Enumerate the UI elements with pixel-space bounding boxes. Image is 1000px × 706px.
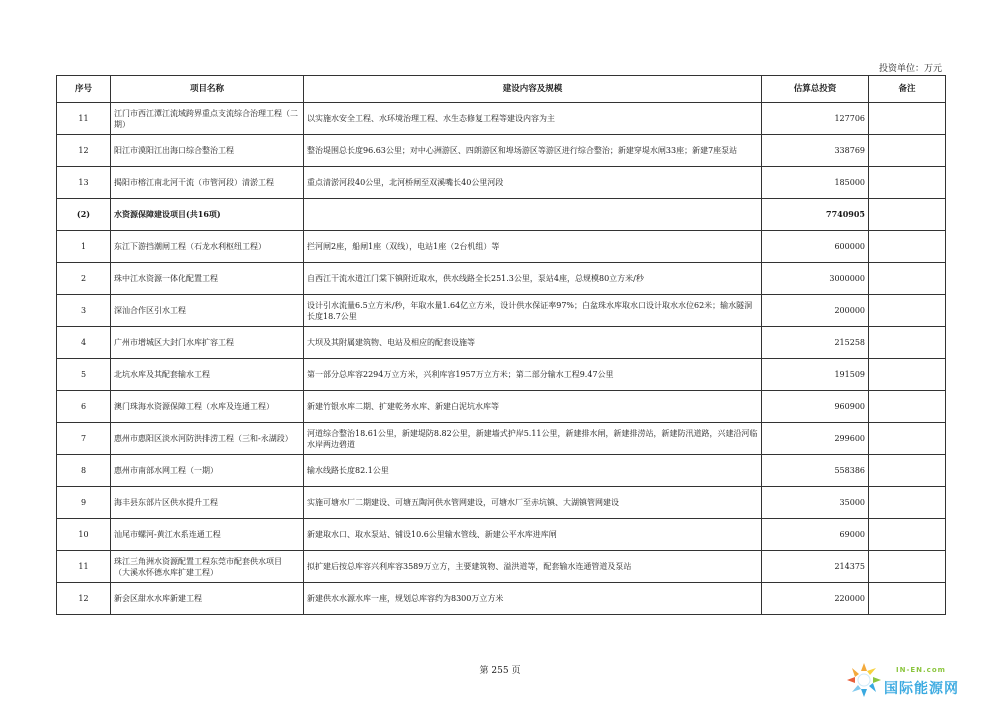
cell-amount: 3000000 — [762, 263, 869, 295]
cell-no: 4 — [57, 327, 111, 359]
cell-no: 11 — [57, 551, 111, 583]
cell-name: 惠州市南部水网工程（一期） — [111, 455, 304, 487]
cell-content — [304, 199, 762, 231]
cell-content: 以实施水安全工程、水环境治理工程、水生态修复工程等建设内容为主 — [304, 103, 762, 135]
cell-remark — [869, 295, 946, 327]
cell-no: 2 — [57, 263, 111, 295]
cell-content: 大坝及其附属建筑物、电站及相应的配套设施等 — [304, 327, 762, 359]
watermark-subtext: IN-EN.com — [896, 666, 946, 674]
cell-no: (2) — [57, 199, 111, 231]
cell-content: 拦河闸2座，船闸1座（双线），电站1座（2台机组）等 — [304, 231, 762, 263]
cell-no: 6 — [57, 391, 111, 423]
cell-name: 汕尾市螺河-黄江水系连通工程 — [111, 519, 304, 551]
table-row — [57, 231, 946, 263]
cell-name: 珠江三角洲水资源配置工程东莞市配套供水项目 （大溪水怀德水库扩建工程） — [111, 551, 304, 583]
cell-content: 实施可塘水厂二期建设、可塘五陶河供水管网建设，可塘水厂至赤坑镇、大湖镇管网建设 — [304, 487, 762, 519]
cell-remark — [869, 455, 946, 487]
cell-content: 重点清淤河段40公里，北河桥闸至双溪嘴长40公里河段 — [304, 167, 762, 199]
table-row — [57, 487, 946, 519]
cell-remark — [869, 231, 946, 263]
table-row — [57, 583, 946, 615]
cell-name: 海丰县东部片区供水提升工程 — [111, 487, 304, 519]
cell-amount: 214375 — [762, 551, 869, 583]
cell-no: 9 — [57, 487, 111, 519]
table-body — [57, 103, 946, 615]
cell-remark — [869, 199, 946, 231]
cell-amount: 127706 — [762, 103, 869, 135]
cell-remark — [869, 391, 946, 423]
cell-remark — [869, 583, 946, 615]
cell-remark — [869, 263, 946, 295]
cell-no: 10 — [57, 519, 111, 551]
cell-amount: 185000 — [762, 167, 869, 199]
cell-no: 5 — [57, 359, 111, 391]
table-row — [57, 359, 946, 391]
cell-amount: 220000 — [762, 583, 869, 615]
cell-no: 12 — [57, 135, 111, 167]
table-row — [57, 295, 946, 327]
cell-amount: 69000 — [762, 519, 869, 551]
cell-content: 新建取水口、取水泵站、铺设10.6公里输水管线、新建公平水库进库闸 — [304, 519, 762, 551]
cell-remark — [869, 519, 946, 551]
cell-no: 3 — [57, 295, 111, 327]
cell-remark — [869, 423, 946, 455]
watermark-logo — [844, 660, 984, 700]
cell-name: 惠州市惠阳区淡水河防洪排涝工程（三和-永湖段） — [111, 423, 304, 455]
cell-amount: 200000 — [762, 295, 869, 327]
header-amount: 估算总投资 — [762, 76, 869, 103]
table-row — [57, 551, 946, 583]
table-row — [57, 263, 946, 295]
cell-name: 广州市增城区大封门水库扩容工程 — [111, 327, 304, 359]
table-row — [57, 167, 946, 199]
table-header-row — [57, 76, 946, 103]
cell-content: 新建供水水源水库一座，规划总库容约为8300万立方米 — [304, 583, 762, 615]
cell-no: 7 — [57, 423, 111, 455]
cell-amount: 960900 — [762, 391, 869, 423]
cell-content: 第一部分总库容2294万立方米，兴利库容1957万立方米；第二部分输水工程9.47公里 — [304, 359, 762, 391]
cell-amount: 35000 — [762, 487, 869, 519]
header-name: 项目名称 — [111, 76, 304, 103]
cell-name: 深汕合作区引水工程 — [111, 295, 304, 327]
cell-content: 拟扩建后按总库容兴利库容3589万立方，主要建筑物、溢洪道等，配套输水连通管道及泵站 — [304, 551, 762, 583]
cell-amount: 558386 — [762, 455, 869, 487]
cell-remark — [869, 103, 946, 135]
cell-name: 江门市西江潭江流域跨界重点支流综合治理工程（二期） — [111, 103, 304, 135]
table-row — [57, 391, 946, 423]
cell-amount: 215258 — [762, 327, 869, 359]
header-content: 建设内容及规模 — [304, 76, 762, 103]
cell-name: 揭阳市榕江南北河干流（市管河段）清淤工程 — [111, 167, 304, 199]
page-number: 第 255 页 — [479, 666, 521, 676]
table-row — [57, 519, 946, 551]
cell-content: 自西江干流水道江门棠下镇附近取水，供水线路全长251.3公里，泵站4座，总规模80立方米/秒 — [304, 263, 762, 295]
cell-name: 珠中江水资源一体化配置工程 — [111, 263, 304, 295]
cell-amount: 600000 — [762, 231, 869, 263]
cell-name: 北坑水库及其配套输水工程 — [111, 359, 304, 391]
project-table — [56, 75, 946, 615]
table-row — [57, 423, 946, 455]
cell-name: 澳门珠海水资源保障工程（水库及连通工程） — [111, 391, 304, 423]
cell-remark — [869, 487, 946, 519]
cell-amount: 191509 — [762, 359, 869, 391]
header-no: 序号 — [57, 76, 111, 103]
cell-content: 设计引水流量6.5立方米/秒，年取水量1.64亿立方米，设计供水保证率97%；白盆珠水库取水口设计取水水位62米；输水隧洞长度18.7公里 — [304, 295, 762, 327]
cell-content: 河道综合整治18.61公里，新建堤防8.82公里，新建墙式护岸5.11公里，新建排水闸，新建排涝站，新建防汛道路，兴建沿河临水岸两边碧道 — [304, 423, 762, 455]
cell-no: 11 — [57, 103, 111, 135]
cell-remark — [869, 327, 946, 359]
cell-amount: 338769 — [762, 135, 869, 167]
cell-content: 输水线路长度82.1公里 — [304, 455, 762, 487]
cell-content: 整治堤围总长度96.63公里；对中心洲游区、四朗游区和埠场游区等游区进行综合整治；新建穿堤水闸33座；新建7座泵站 — [304, 135, 762, 167]
cell-content: 新建竹银水库二期、扩建乾务水库、新建白泥坑水库等 — [304, 391, 762, 423]
cell-name: 水资源保障建设项目(共16项) — [111, 199, 304, 231]
cell-no: 1 — [57, 231, 111, 263]
table-row — [57, 135, 946, 167]
sun-logo-icon — [844, 660, 884, 700]
cell-remark — [869, 359, 946, 391]
cell-remark — [869, 551, 946, 583]
cell-amount: 7740905 — [762, 199, 869, 231]
investment-unit-label: 投资单位：万元 — [878, 64, 942, 74]
cell-no: 12 — [57, 583, 111, 615]
cell-remark — [869, 167, 946, 199]
watermark-text: 国际能源网 — [884, 681, 959, 697]
cell-amount: 299600 — [762, 423, 869, 455]
cell-name: 新会区甜水水库新建工程 — [111, 583, 304, 615]
table-row — [57, 327, 946, 359]
section-row — [57, 199, 946, 231]
cell-no: 13 — [57, 167, 111, 199]
cell-no: 8 — [57, 455, 111, 487]
cell-name: 东江下游挡潮闸工程（石龙水利枢纽工程） — [111, 231, 304, 263]
table-row — [57, 455, 946, 487]
table-row — [57, 103, 946, 135]
cell-remark — [869, 135, 946, 167]
cell-name: 阳江市漠阳江出海口综合整治工程 — [111, 135, 304, 167]
header-remark: 备注 — [869, 76, 946, 103]
